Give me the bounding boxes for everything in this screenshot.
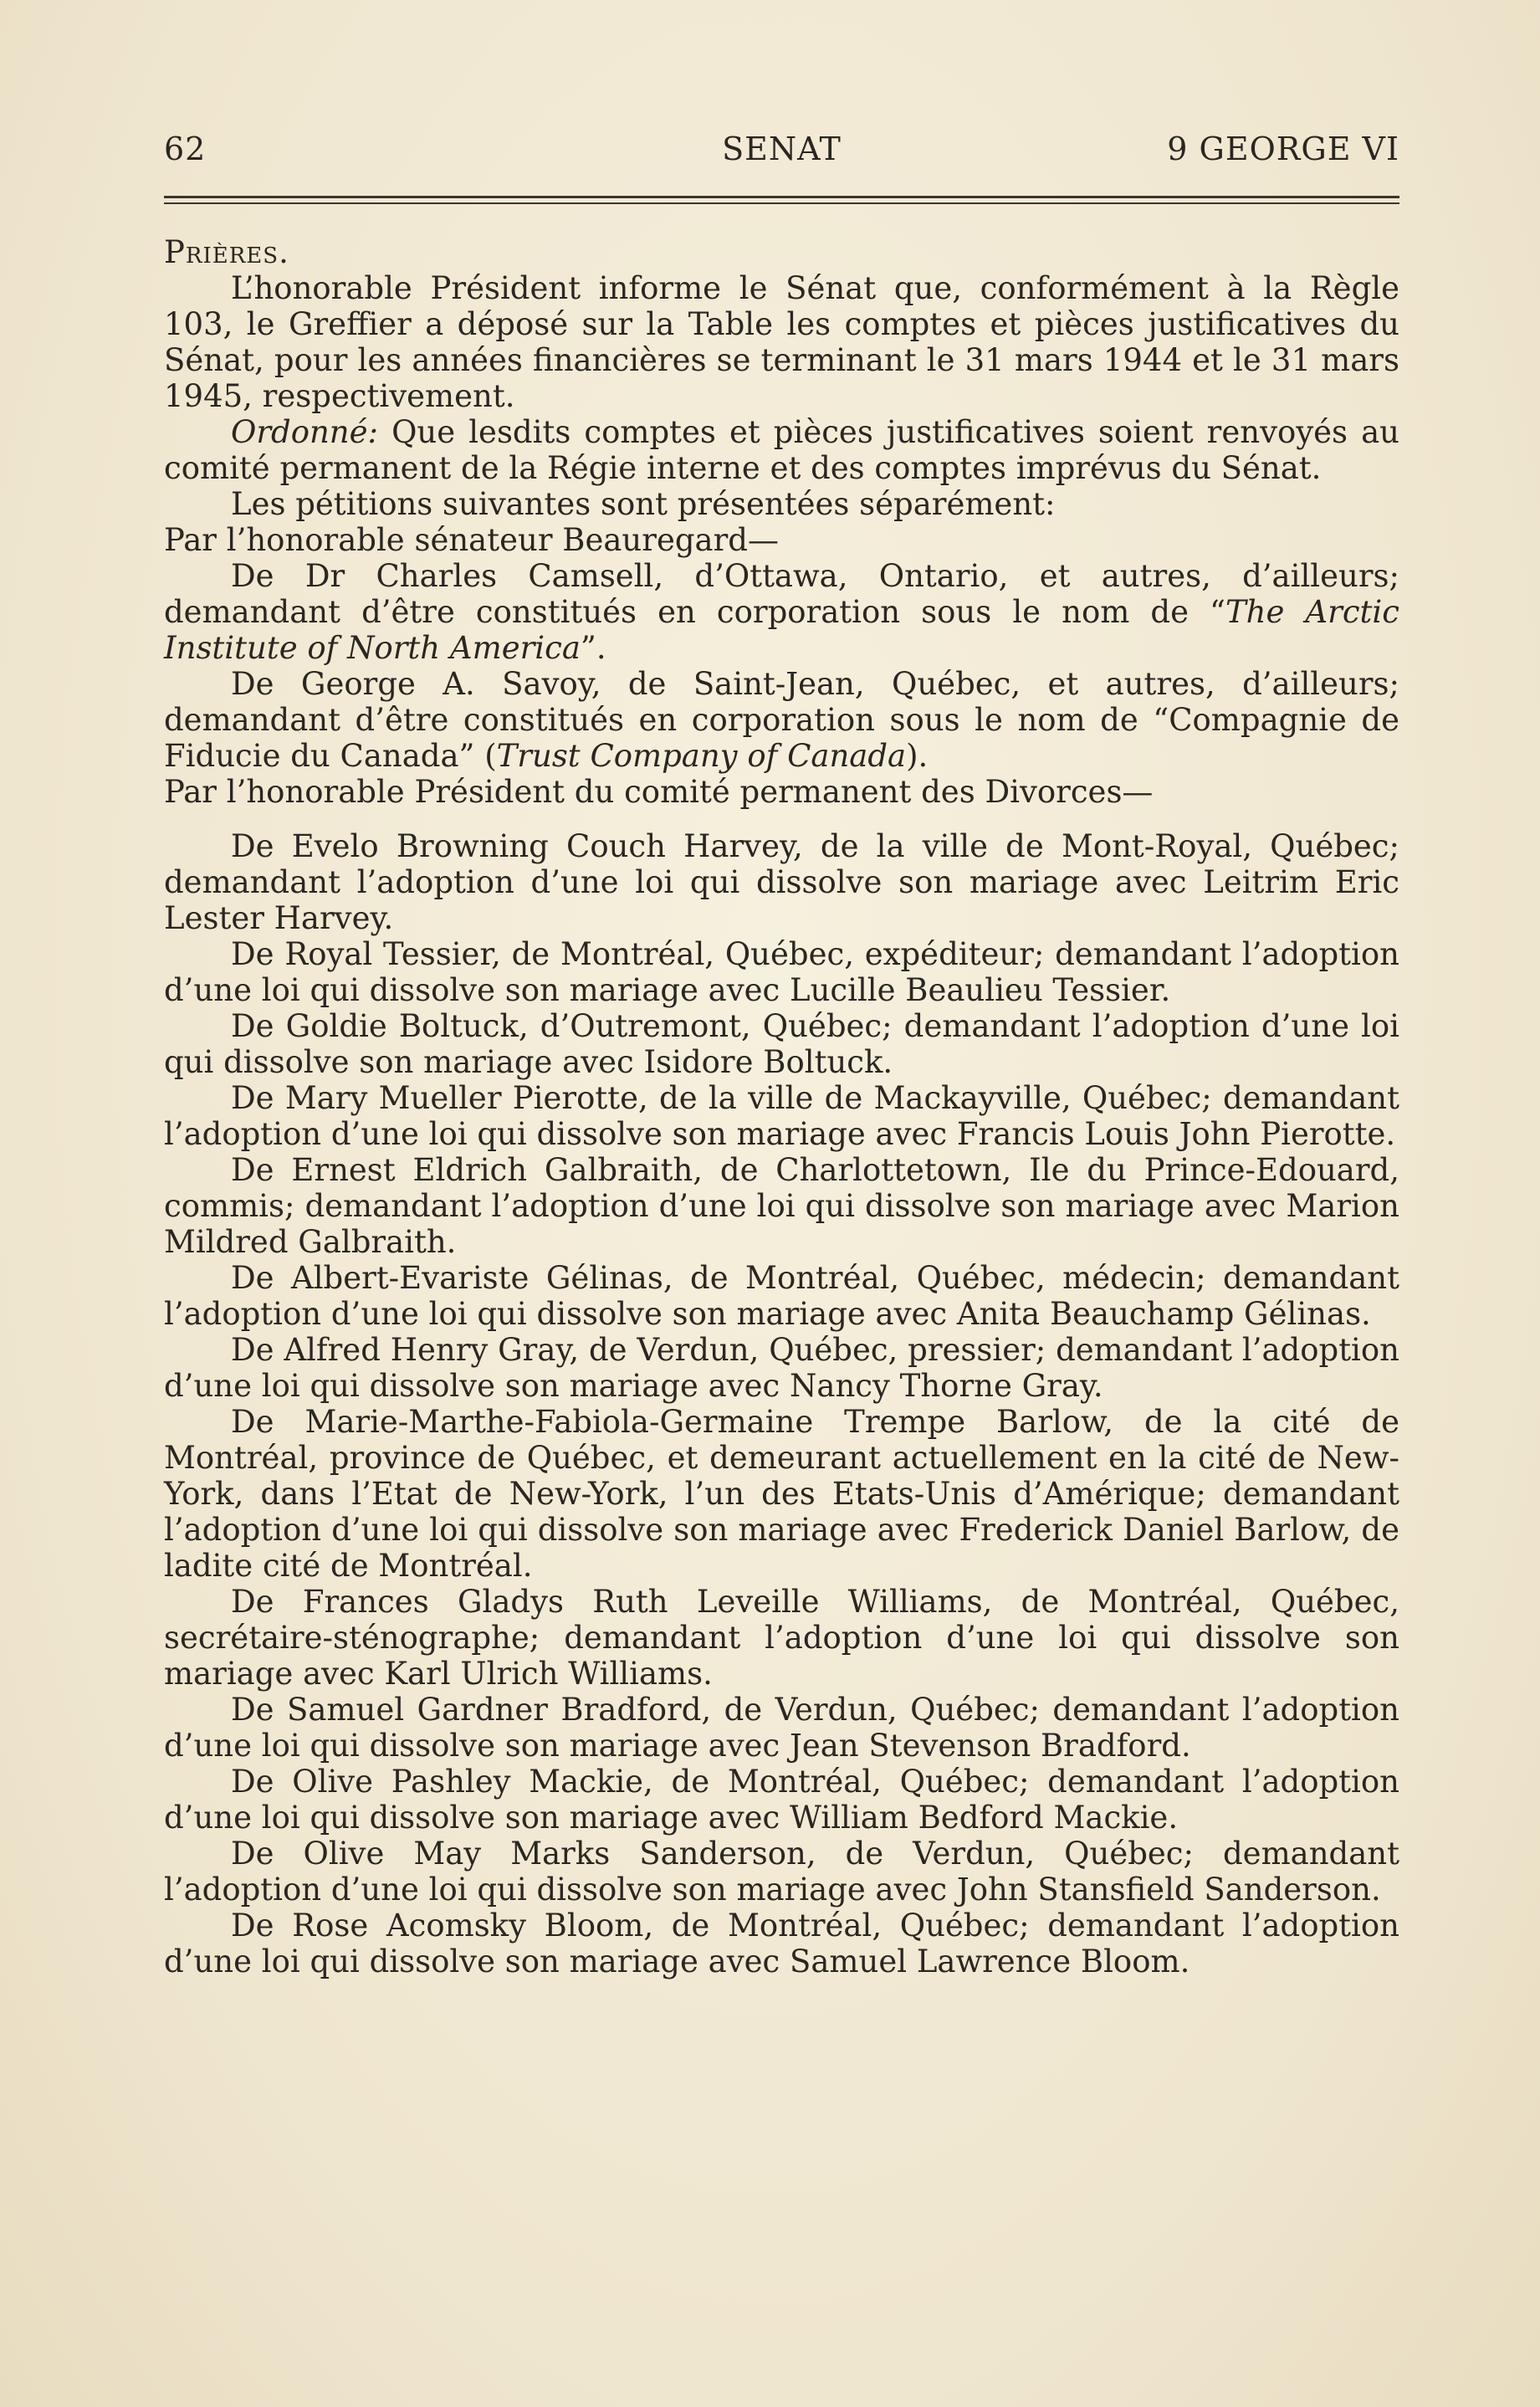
list-item: De Rose Acomsky Bloom, de Montréal, Québec; demandant l’adoption d’une loi qui dissolve son mariage avec Samuel Lawrence Bloom. — [164, 1908, 1399, 1979]
list-item: De Goldie Boltuck, d’Outremont, Québec; demandant l’adoption d’une loi qui dissolve son mariage avec Isidore Boltuck. — [164, 1008, 1399, 1080]
petition-savoy: De George A. Savoy, de Saint-Jean, Québec, et autres, d’ailleurs; demandant d’être constitués en corporation sous le nom de “Compagnie de Fiducie du Canada” (Trust Company of Canada). — [164, 666, 1399, 774]
list-item: De Olive May Marks Sanderson, de Verdun, Québec; demandant l’adoption d’une loi qui dissolve son mariage avec John Stansfield Sanderson. — [164, 1836, 1399, 1908]
list-item: De Marie-Marthe-Fabiola-Germaine Trempe Barlow, de la cité de Montréal, province de Québec, et demeurant actuellement en la cité de New-York, dans l’Etat de New-York, l’un des Etats-Unis d’Amérique; demandant l’adoption d’une loi qui dissolve son mariage avec Frederick Daniel Barlow, de ladite cité de Montréal. — [164, 1404, 1399, 1584]
petition-camsell: De Dr Charles Camsell, d’Ottawa, Ontario, et autres, d’ailleurs; demandant d’être constitués en corporation sous le nom de “The Arctic Institute of North America”. — [164, 558, 1399, 666]
heading-beauregard: Par l’honorable sénateur Beauregard— — [164, 522, 779, 558]
paragraph-ordonne — [164, 414, 1399, 486]
list-item: De Olive Pashley Mackie, de Montréal, Québec; demandant l’adoption d’une loi qui dissolve son mariage avec William Bedford Mackie. — [164, 1764, 1399, 1836]
ordonne-label: Ordonné: — [231, 414, 379, 450]
institute-name: The Arctic Institute of North America — [164, 594, 1399, 666]
running-title: SENAT — [722, 131, 842, 167]
list-item: De Ernest Eldrich Galbraith, de Charlottetown, Ile du Prince-Edouard, commis; demandant l’adoption d’une loi qui dissolve son mariage avec Marion Mildred Galbraith. — [164, 1152, 1399, 1260]
list-item: De Mary Mueller Pierotte, de la ville de Mackayville, Québec; demandant l’adoption d’une loi qui dissolve son mariage avec Francis Louis John Pierotte. — [164, 1080, 1399, 1152]
list-item: De Evelo Browning Couch Harvey, de la ville de Mont-Royal, Québec; demandant l’adoption d’une loi qui dissolve son mariage avec Leitrim Eric Lester Harvey. — [164, 828, 1399, 936]
list-item: De Alfred Henry Gray, de Verdun, Québec, pressier; demandant l’adoption d’une loi qui dissolve son mariage avec Nancy Thorne Gray. — [164, 1332, 1399, 1404]
petitions-intro: Les pétitions suivantes sont présentées séparément: — [231, 486, 1056, 522]
company-name: Trust Company of Canada — [496, 738, 907, 774]
list-item: De Royal Tessier, de Montréal, Québec, expéditeur; demandant l’adoption d’une loi qui dissolve son mariage avec Lucille Beaulieu Tessier. — [164, 936, 1399, 1008]
list-item: De Albert-Evariste Gélinas, de Montréal, Québec, médecin; demandant l’adoption d’une loi qui dissolve son mariage avec Anita Beauchamp Gélinas. — [164, 1260, 1399, 1332]
heading-divorces: Par l’honorable Président du comité permanent des Divorces— — [164, 774, 1154, 810]
header-rule-top — [164, 196, 1399, 198]
page-header — [164, 131, 1399, 172]
page-number: 62 — [164, 131, 207, 167]
ordonne-text: Que lesdits comptes et pièces justificatives soient renvoyés au comité permanent de la Régie interne et des comptes imprévus du Sénat. — [164, 414, 1399, 486]
paragraph-comptes: L’honorable Président informe le Sénat que, conformément à la Règle 103, le Greffier a déposé sur la Table les comptes et pièces justificatives du Sénat, pour les années financières se terminant le 31 mars 1944 et le 31 mars 1945, respectivement. — [164, 270, 1399, 414]
divorce-petitions-list — [164, 828, 1399, 1979]
session-label: 9 GEORGE VI — [1167, 131, 1399, 167]
list-item: De Samuel Gardner Bradford, de Verdun, Québec; demandant l’adoption d’une loi qui dissolve son mariage avec Jean Stevenson Bradford. — [164, 1692, 1399, 1764]
section-heading-prieres: Prières. — [164, 234, 289, 270]
header-rule-bottom — [164, 202, 1399, 204]
document-body — [164, 234, 1399, 1979]
list-item: De Frances Gladys Ruth Leveille Williams, de Montréal, Québec, secrétaire-sténographe; demandant l’adoption d’une loi qui dissolve son mariage avec Karl Ulrich Williams. — [164, 1584, 1399, 1692]
